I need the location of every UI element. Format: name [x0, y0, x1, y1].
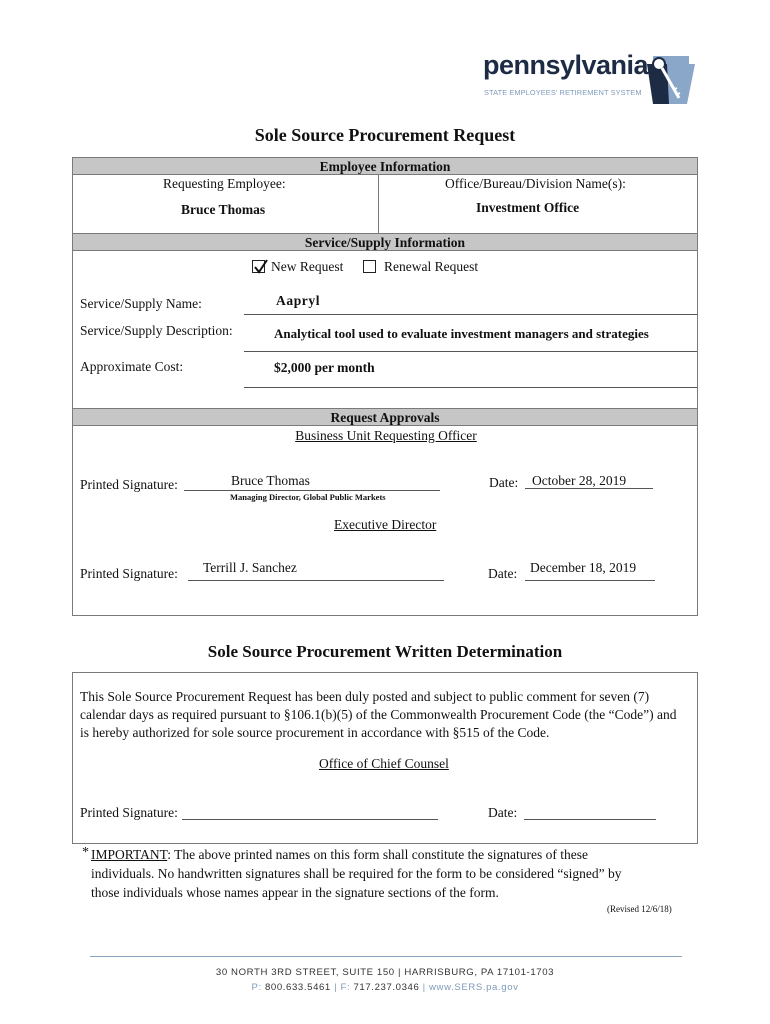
- renewal-request-label: Renewal Request: [384, 259, 479, 274]
- counsel-signature-label: Printed Signature:: [80, 805, 178, 820]
- office-label: Office/Bureau/Division Name(s):: [445, 176, 626, 191]
- employee-info-header: Employee Information: [73, 157, 697, 175]
- requesting-employee-value[interactable]: Bruce Thomas: [181, 202, 266, 217]
- exec-date-label: Date:: [488, 566, 518, 581]
- footer-divider: [90, 956, 682, 957]
- bu-signature-line: [184, 490, 440, 491]
- notice-line-1-text: : The above printed names on this form shall constitute the signatures of these: [167, 847, 588, 862]
- exec-signature-line: [188, 580, 444, 581]
- approximate-cost-value[interactable]: $2,000 per month: [274, 360, 375, 375]
- service-info-header: Service/Supply Information: [73, 233, 697, 251]
- checkmark-icon: [253, 259, 269, 275]
- counsel-signature-line[interactable]: [182, 819, 438, 820]
- approximate-cost-label: Approximate Cost:: [80, 359, 184, 374]
- office-value[interactable]: Investment Office: [476, 200, 580, 215]
- determination-line-2: calendar days as required pursuant to §106.1(b)(5) of the Commonwealth Procurement Code (the “Code”) and: [80, 707, 677, 722]
- service-description-label: Service/Supply Description:: [80, 323, 233, 338]
- bu-date-label: Date:: [489, 475, 519, 490]
- keystone-key-icon: [645, 54, 697, 104]
- bu-signer-title: Managing Director, Global Public Markets: [230, 492, 386, 502]
- service-description-underline: [244, 351, 697, 352]
- bu-signature-label: Printed Signature:: [80, 477, 178, 492]
- fax-number: 717.237.0346: [353, 982, 420, 993]
- service-name-value[interactable]: Aapryl: [276, 293, 321, 308]
- approximate-cost-underline: [244, 387, 697, 388]
- exec-signature-label: Printed Signature:: [80, 566, 178, 581]
- business-unit-officer-title: Business Unit Requesting Officer: [295, 428, 477, 443]
- bu-signature-value[interactable]: Bruce Thomas: [231, 473, 310, 488]
- new-request-checkbox[interactable]: [252, 260, 265, 273]
- service-info-section: [72, 233, 698, 410]
- separator: |: [334, 982, 338, 993]
- determination-line-1: This Sole Source Procurement Request has been duly posted and subject to public comment for seven (7): [80, 689, 650, 704]
- service-description-value[interactable]: Analytical tool used to evaluate investment managers and strategies: [274, 326, 649, 341]
- notice-line-1: [91, 847, 588, 863]
- logo-wordmark: pennsylvania: [483, 50, 649, 80]
- bu-date-value[interactable]: October 28, 2019: [532, 473, 627, 488]
- exec-date-value[interactable]: December 18, 2019: [530, 560, 637, 575]
- service-name-underline: [244, 314, 697, 315]
- fax-prefix: F:: [340, 982, 351, 993]
- employee-info-section: [72, 157, 698, 237]
- counsel-date-label: Date:: [488, 805, 518, 820]
- renewal-request-checkbox[interactable]: [363, 260, 376, 273]
- notice-line-2: individuals. No handwritten signatures shall be required for the form to be considered “signed” by: [91, 866, 622, 881]
- notice-asterisk: *: [82, 845, 89, 860]
- website-link[interactable]: www.SERS.pa.gov: [429, 982, 519, 993]
- determination-line-3: is hereby authorized for sole source procurement in accordance with §515 of the Code.: [80, 725, 550, 740]
- footer-address: 30 NORTH 3RD STREET, SUITE 150 | HARRISBURG, PA 17101-1703: [215, 967, 555, 978]
- request-approvals-header: Request Approvals: [73, 408, 697, 426]
- column-divider: [378, 175, 379, 233]
- counsel-date-line[interactable]: [524, 819, 656, 820]
- phone-prefix: P:: [251, 982, 262, 993]
- executive-director-title: Executive Director: [334, 517, 437, 532]
- revised-date: (Revised 12/6/18): [607, 904, 672, 914]
- sers-logo: [481, 50, 701, 106]
- requesting-employee-label: Requesting Employee:: [163, 176, 286, 191]
- determination-paragraph: [80, 688, 692, 742]
- determination-title: Sole Source Procurement Written Determination: [207, 642, 563, 661]
- chief-counsel-title: Office of Chief Counsel: [319, 756, 449, 771]
- important-label: IMPORTANT: [91, 847, 168, 862]
- exec-date-line: [525, 580, 655, 581]
- service-name-label: Service/Supply Name:: [80, 296, 202, 311]
- footer-contact: [0, 982, 770, 993]
- phone-number: 800.633.5461: [264, 982, 331, 993]
- notice-line-3: those individuals whose names appear in the signature sections of the form.: [91, 885, 499, 900]
- new-request-label: New Request: [271, 259, 344, 274]
- request-approvals-section: [72, 408, 698, 616]
- logo-subtitle: STATE EMPLOYEES' RETIREMENT SYSTEM: [484, 88, 642, 97]
- form-title: Sole Source Procurement Request: [254, 125, 516, 145]
- exec-signature-value[interactable]: Terrill J. Sanchez: [203, 560, 297, 575]
- separator: |: [422, 982, 426, 993]
